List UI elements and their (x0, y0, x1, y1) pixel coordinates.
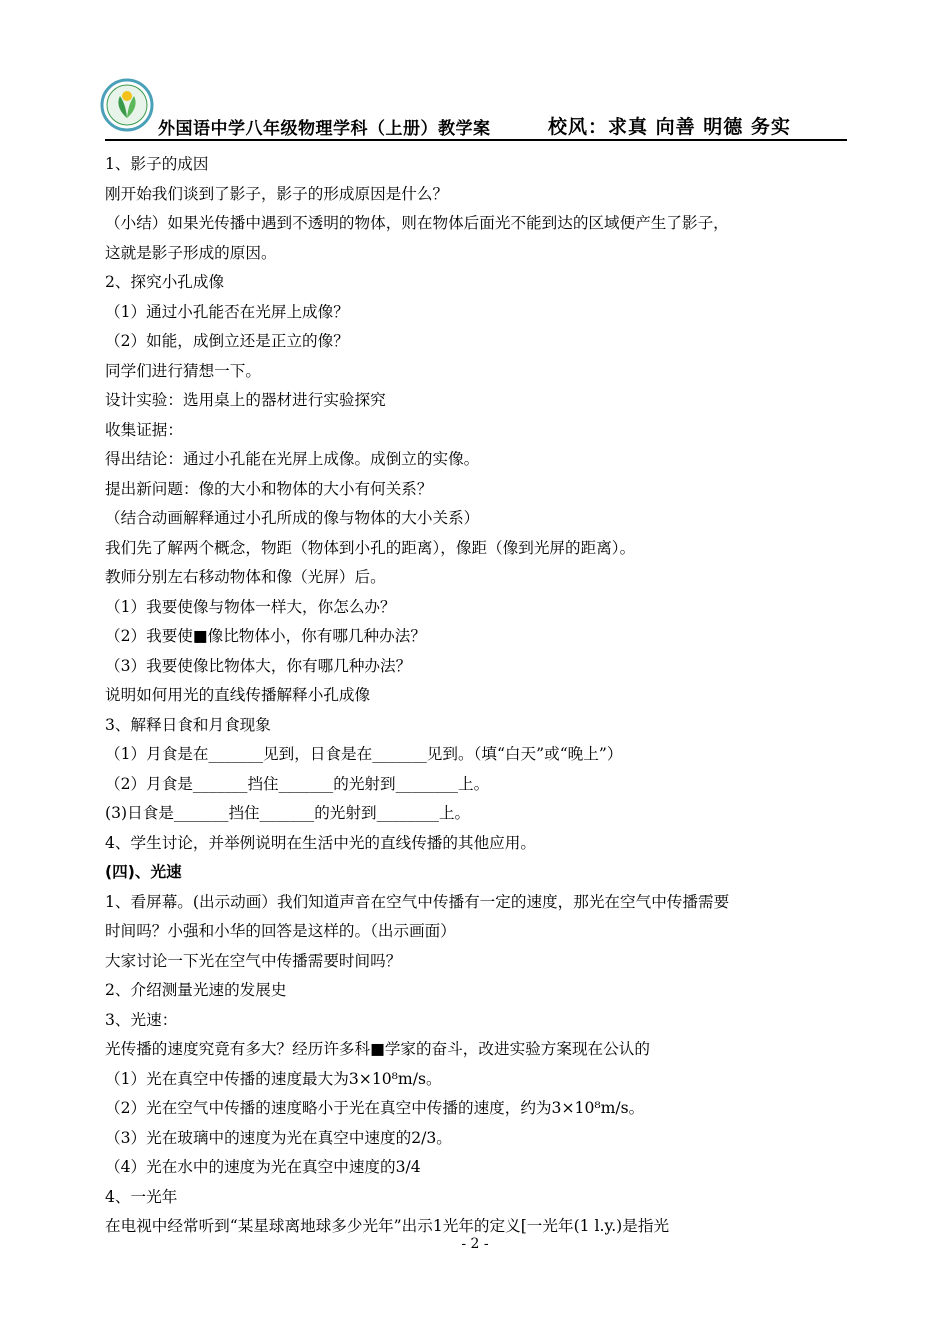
text-line: （小结）如果光传播中遇到不透明的物体，则在物体后面光不能到达的区域便产生了影子， (105, 214, 729, 232)
page-header (100, 78, 850, 140)
text-line: （2）月食是_______挡住_______的光射到________上。 (105, 774, 490, 793)
text-line: 教师分别左右移动物体和像（光屏）后。 (105, 568, 386, 586)
text-line: 4、一光年 (105, 1187, 178, 1206)
section-heading: (四)、光速 (105, 863, 182, 881)
text-line: （结合动画解释通过小孔所成的像与物体的大小关系） (105, 509, 480, 527)
text-line: 1、看屏幕。(出示动画）我们知道声音在空气中传播有一定的速度，那光在空气中传播需要 (105, 892, 730, 911)
text-line: 这就是影子形成的原因。 (105, 243, 277, 262)
text-line: 我们先了解两个概念，物距（物体到小孔的距离），像距（像到光屏的距离）。 (105, 538, 636, 557)
text-line: 在电视中经常听到“某星球离地球多少光年”出示1光年的定义[一光年(1 l.y.)是指光 (105, 1217, 670, 1235)
text-line: （2）我要使■像比物体小，你有哪几种办法？ (105, 627, 426, 645)
school-emblem-icon (100, 78, 154, 132)
text-line: （1）我要使像与物体一样大，你怎么办？ (105, 597, 396, 616)
document-body (105, 150, 850, 1242)
text-line: 大家讨论一下光在空气中传播需要时间吗？ (105, 951, 402, 970)
header-divider (105, 139, 847, 141)
text-line: 1、影子的成因 (105, 155, 209, 173)
text-line: 2、介绍测量光速的发展史 (105, 981, 287, 999)
header-motto: 校风：求真 向善 明德 务实 (548, 116, 791, 138)
text-line: 光传播的速度究竟有多大？经历许多科■学家的奋斗，改进实验方案现在公认的 (105, 1040, 650, 1058)
text-line: (3)日食是_______挡住_______的光射到________上。 (105, 804, 471, 822)
header-title: 外国语中学八年级物理学科（上册）教学案 (158, 119, 491, 139)
text-line: 2、探究小孔成像 (105, 273, 225, 291)
text-line: 设计实验：选用桌上的器材进行实验探究 (105, 391, 386, 409)
text-line: （2）光在空气中传播的速度略小于光在真空中传播的速度，约为3×10⁸m/s。 (105, 1099, 645, 1117)
text-line: （3）光在玻璃中的速度为光在真空中速度的2/3。 (105, 1128, 452, 1147)
text-line: （1）月食是在_______见到，日食是在_______见到。（填“白天”或“晚上”） (105, 745, 623, 763)
text-line: 说明如何用光的直线传播解释小孔成像 (105, 686, 371, 704)
text-line: 3、光速： (105, 1010, 178, 1029)
text-line: 提出新问题：像的大小和物体的大小有何关系？ (105, 479, 433, 498)
text-line: （3）我要使像比物体大，你有哪几种办法？ (105, 656, 412, 675)
text-line: 时间吗？小强和小华的回答是这样的。（出示画面） (105, 922, 456, 940)
text-line: （2）如能，成倒立还是正立的像？ (105, 332, 349, 350)
page-number: - 2 - (461, 1236, 489, 1252)
text-line: 刚开始我们谈到了影子，影子的形成原因是什么？ (105, 184, 449, 203)
text-line: 4、学生讨论，并举例说明在生活中光的直线传播的其他应用。 (105, 833, 536, 852)
text-line: 得出结论：通过小孔能在光屏上成像。成倒立的实像。 (105, 450, 480, 468)
text-line: （1）通过小孔能否在光屏上成像？ (105, 302, 349, 321)
text-line: 3、解释日食和月食现象 (105, 715, 271, 734)
text-line: （1）光在真空中传播的速度最大为3×10⁸m/s。 (105, 1069, 442, 1088)
text-line: （4）光在水中的速度为光在真空中速度的3/4 (105, 1158, 421, 1176)
text-line: 同学们进行猜想一下。 (105, 361, 261, 380)
text-line: 收集证据： (105, 420, 183, 439)
